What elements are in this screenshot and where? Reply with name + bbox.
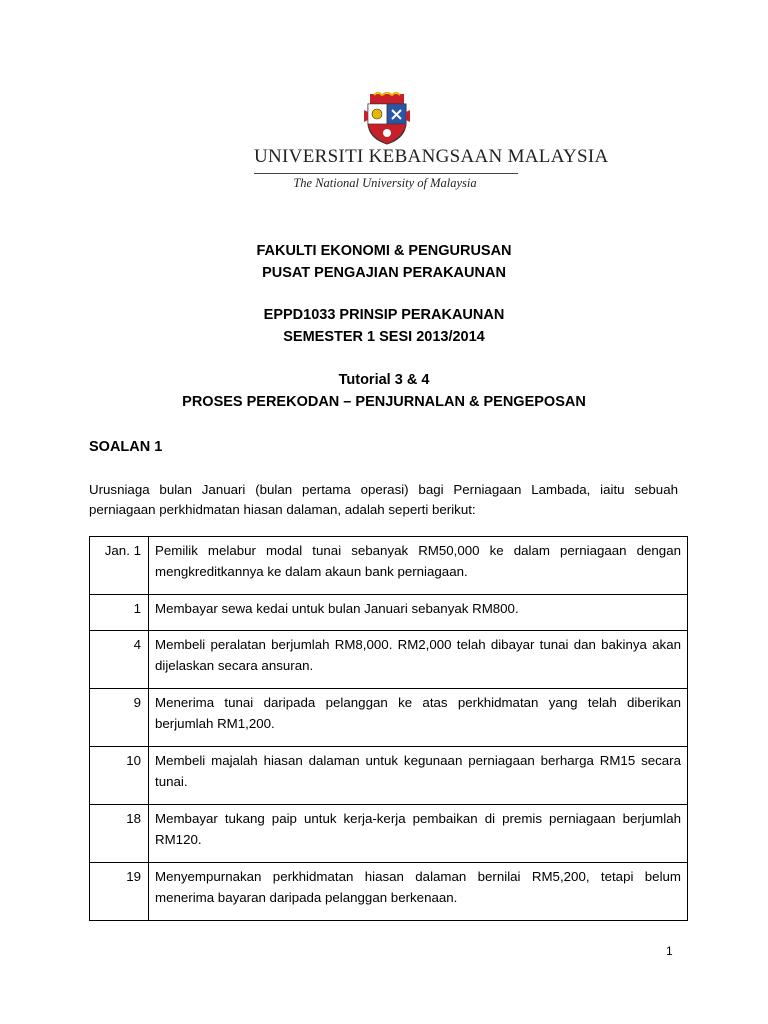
table-row [90, 689, 688, 747]
transactions-table [89, 536, 688, 921]
transaction-date: Jan. 1 [90, 537, 149, 595]
table-row [90, 537, 688, 595]
question-intro: Urusniaga bulan Januari (bulan pertama operasi) bagi Perniagaan Lambada, iaitu sebuah perniagaan perkhidmatan hiasan dalaman, adalah seperti berikut: [89, 482, 678, 517]
table-row [90, 863, 688, 921]
transaction-date: 18 [90, 805, 149, 863]
logo-divider [254, 173, 518, 174]
transaction-description: Menyempurnakan perkhidmatan hiasan dalaman bernilai RM5,200, tetapi belum menerima bayaran daripada pelanggan berkenaan. [149, 863, 688, 921]
page-number: 1 [666, 944, 673, 958]
university-crest-icon [364, 92, 410, 146]
school-heading: PUSAT PENGAJIAN PERAKAUNAN [262, 265, 506, 281]
transaction-date: 1 [90, 595, 149, 631]
transaction-date: 19 [90, 863, 149, 921]
course-heading: EPPD1033 PRINSIP PERAKAUNAN [263, 307, 505, 323]
transaction-description: Membeli peralatan berjumlah RM8,000. RM2,000 telah dibayar tunai dan bakinya akan dijelaskan secara ansuran. [149, 631, 688, 689]
table-row [90, 595, 688, 631]
table-row [90, 631, 688, 689]
transaction-description: Menerima tunai daripada pelanggan ke atas perkhidmatan yang telah diberikan berjumlah RM1,200. [149, 689, 688, 747]
transaction-date: 9 [90, 689, 149, 747]
transaction-description: Membayar sewa kedai untuk bulan Januari sebanyak RM800. [149, 595, 688, 631]
transaction-description: Pemilik melabur modal tunai sebanyak RM50,000 ke dalam perniagaan dengan mengkreditkannya ke dalam akaun bank perniagaan. [149, 537, 688, 595]
university-name: UNIVERSITI KEBANGSAAN MALAYSIA [254, 146, 609, 167]
semester-heading: SEMESTER 1 SESI 2013/2014 [283, 329, 485, 345]
tutorial-heading: Tutorial 3 & 4 [338, 372, 430, 388]
faculty-heading: FAKULTI EKONOMI & PENGURUSAN [256, 243, 512, 259]
transaction-date: 10 [90, 747, 149, 805]
transaction-description: Membeli majalah hiasan dalaman untuk kegunaan perniagaan berharga RM15 secara tunai. [149, 747, 688, 805]
topic-heading: PROSES PEREKODAN – PENJURNALAN & PENGEPOSAN [182, 394, 586, 410]
university-logo [250, 88, 609, 196]
question-label: SOALAN 1 [89, 439, 163, 455]
transaction-date: 4 [90, 631, 149, 689]
university-tagline: The National University of Malaysia [293, 176, 477, 190]
transaction-description: Membayar tukang paip untuk kerja-kerja pembaikan di premis perniagaan berjumlah RM120. [149, 805, 688, 863]
table-row [90, 747, 688, 805]
table-row [90, 805, 688, 863]
